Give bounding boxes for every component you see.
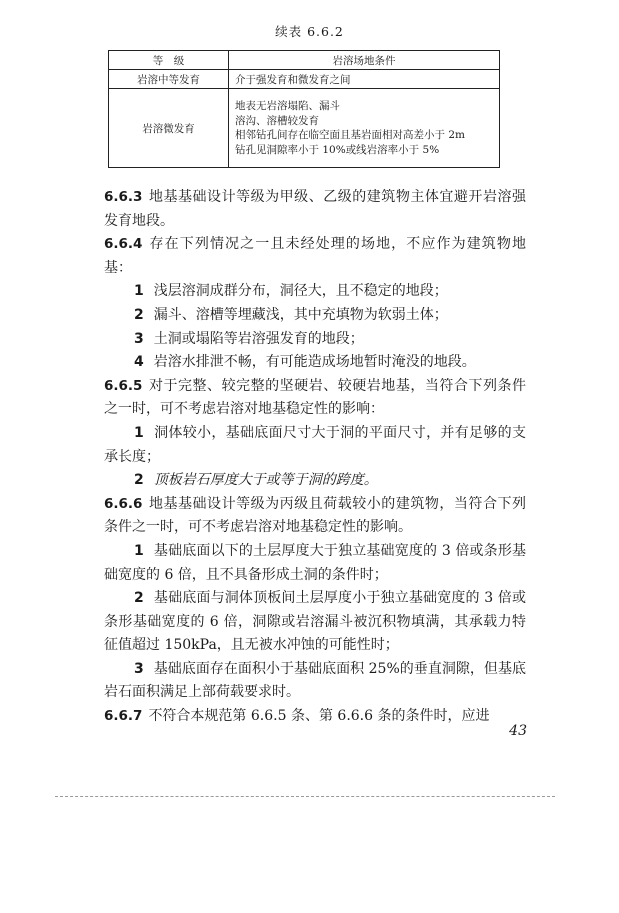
row-condition (229, 70, 500, 89)
clause-text: 地基基础设计等级为甲级、乙级的建筑物主体宜避开岩溶强发育地段。 (104, 189, 526, 229)
clause-number: 6.6.5 (104, 377, 143, 394)
row-grade: 岩溶中等发育 (109, 70, 229, 89)
list-item: 2 顶板岩石厚度大于或等于洞的跨度。 (134, 472, 378, 489)
table-caption: 续表 6.6.2 (275, 24, 344, 39)
condition-line: 地表无岩溶塌陷、漏斗 (235, 100, 340, 112)
condition-line: 相邻钻孔间存在临空面且基岩面相对高差小于 2m (235, 129, 465, 141)
table-header-row (109, 51, 500, 70)
karst-table (108, 50, 500, 168)
list-item: 3 土洞或塌陷等岩溶强发育的地段； (134, 330, 364, 347)
page-number: 43 (509, 723, 527, 739)
table-row (109, 89, 500, 168)
clause-text: 存在下列情况之一且未经处理的场地，不应作为建筑物地基： (104, 236, 526, 276)
condition-line: 介于强发育和微发育之间 (235, 73, 351, 86)
clause-text: 地基基础设计等级为丙级且荷载较小的建筑物，当符合下列条件之一时，可不考虑岩溶对地基稳定性的影响。 (104, 495, 526, 536)
clause-number: 6.6.7 (104, 708, 143, 725)
header-grade: 等 级 (109, 51, 229, 70)
clause-6-6-4 (104, 233, 526, 280)
clause-6-6-6 (104, 493, 526, 540)
list-item: 2 漏斗、溶槽等埋藏浅，其中充填物为软弱土体； (134, 306, 448, 323)
list-item: 4 岩溶水排泄不畅，有可能造成场地暂时淹没的地段。 (134, 354, 476, 371)
list-item: 3 基础底面存在面积小于基础底面积 25%的垂直洞隙，但基底岩石面积满足上部荷载要求时。 (104, 660, 526, 701)
row-grade: 岩溶微发育 (109, 89, 229, 168)
body-text (104, 186, 526, 729)
list-item: 1 浅层溶洞成群分布，洞径大，且不稳定的地段； (134, 283, 448, 300)
clause-6-6-7 (104, 705, 526, 729)
condition-line: 钻孔见洞隙率小于 10%或线岩溶率小于 5% (235, 143, 440, 156)
table-row (109, 70, 500, 89)
clause-6-6-5 (104, 375, 526, 422)
clause-6-6-3 (104, 186, 526, 233)
condition-line: 溶沟、溶槽较发育 (235, 114, 319, 127)
clause-text: 不符合本规范第 6.6.5 条、第 6.6.6 条的条件时，应进 (148, 708, 490, 725)
list-item: 2 基础底面与洞体顶板间土层厚度小于独立基础宽度的 3 倍或条形基础宽度的 6 倍，洞隙或岩溶漏斗被沉积物填满，其承载力特征值超过 150kPa，且无被水冲蚀的可能性时； (104, 590, 526, 654)
clause-text: 对于完整、较完整的坚硬岩、较硬岩地基，当符合下列条件之一时，可不考虑岩溶对地基稳定性的影响： (104, 377, 526, 418)
clause-number: 6.6.4 (104, 236, 143, 253)
clause-number: 6.6.3 (104, 189, 143, 205)
bottom-dashed-rule (55, 796, 555, 797)
list-item: 1 洞体较小，基础底面尺寸大于洞的平面尺寸，并有足够的支承长度； (104, 424, 526, 465)
row-condition (229, 89, 500, 168)
header-condition: 岩溶场地条件 (229, 51, 500, 70)
clause-number: 6.6.6 (104, 495, 143, 512)
list-item: 1 基础底面以下的土层厚度大于独立基础宽度的 3 倍或条形基础宽度的 6 倍，且不具备形成土洞的条件时； (104, 542, 526, 583)
